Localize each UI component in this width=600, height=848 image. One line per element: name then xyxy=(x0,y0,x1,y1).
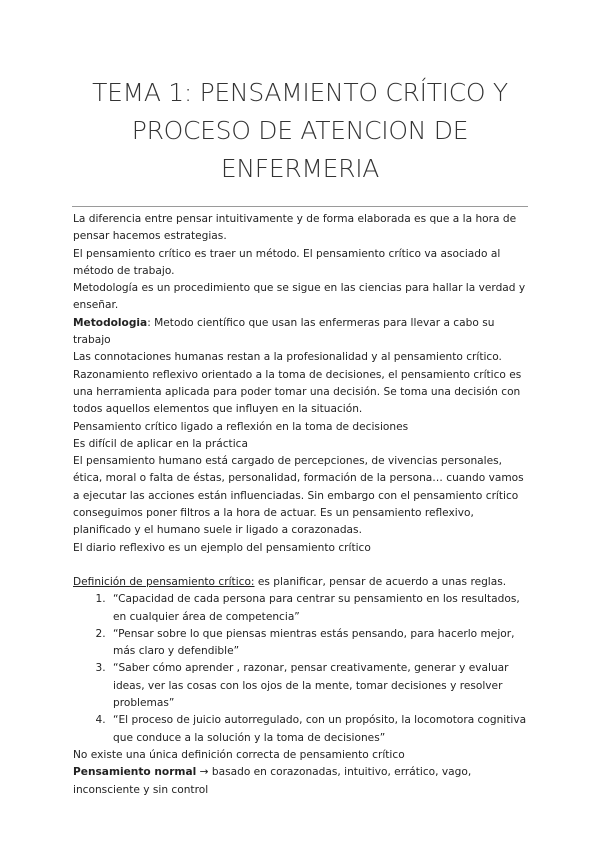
normal-text: → basado en corazonadas, intuitivo, errático, vago, inconsciente y sin control xyxy=(73,766,472,796)
list-item: 3. “Saber cómo aprender , razonar, pensar creativamente, generar y evaluar ideas, ver las cosas con los ojos de la mente, tomar decisiones y resolver problemas” xyxy=(109,660,529,712)
paragraph: La diferencia entre pensar intuitivamente y de forma elaborada es que a la hora de pensar hacemos estrategias. xyxy=(73,213,517,243)
list-item: 2. “Pensar sobre lo que piensas mientras estás pensando, para hacerlo mejor, más claro y defendible” xyxy=(109,626,529,661)
paragraph: Las connotaciones humanas restan a la profesionalidad y al pensamiento crítico. xyxy=(73,351,502,364)
document-body xyxy=(73,211,529,799)
paragraph: Pensamiento crítico ligado a reflexión en la toma de decisiones xyxy=(73,420,409,433)
paragraph: No existe una única definición correcta de pensamiento crítico xyxy=(73,748,405,761)
normal-paragraph xyxy=(73,764,529,799)
paragraph: Es difícil de aplicar en la práctica xyxy=(73,437,248,450)
list-item: 4. “El proceso de juicio autorregulado, con un propósito, la locomotora cognitiva que conduce a la solución y la toma de decisiones” xyxy=(109,712,529,747)
spacer xyxy=(73,557,529,574)
definitions-list xyxy=(73,591,529,747)
paragraph: Metodología es un procedimiento que se sigue en las ciencias para hallar la verdad y enseñar. xyxy=(73,282,526,312)
metodologia-text: : Metodo científico que usan las enfermeras para llevar a cabo su trabajo xyxy=(73,316,495,347)
metodologia-term: Metodologia xyxy=(73,316,148,329)
title-divider xyxy=(72,206,528,207)
list-item: 1. “Capacidad de cada persona para centrar su pensamiento en los resultados, en cualquier área de competencia” xyxy=(109,591,529,626)
page-title: TEMA 1: PENSAMIENTO CRÍTICO Y PROCESO DE ATENCION DE ENFERMERIA xyxy=(92,78,508,183)
paragraph: Razonamiento reflexivo orientado a la toma de decisiones, el pensamiento crítico es una herramienta aplicada para poder tomar una decisión. Se toma una decisión con todos aquellos elementos que influyen en la situación. xyxy=(73,368,522,416)
definicion-paragraph xyxy=(73,574,529,591)
paragraph: El pensamiento humano está cargado de percepciones, de vivencias personales, ética, moral o falta de éstas, personalidad, formación de la persona… cuando vamos a ejecutar las acciones están influenciadas. Sin embargo con el pensamiento crítico conseguimos poner filtros a la hora de actuar. Es un pensamiento reflexivo, planificado y el humano suele ir ligado a corazonadas. xyxy=(73,455,524,537)
metodologia-paragraph xyxy=(73,315,529,350)
definicion-text: es planificar, pensar de acuerdo a unas reglas. xyxy=(254,575,507,588)
paragraph: El pensamiento crítico es traer un método. El pensamiento crítico va asociado al método de trabajo. xyxy=(73,247,501,277)
normal-term: Pensamiento normal xyxy=(73,766,197,779)
paragraph: El diario reflexivo es un ejemplo del pensamiento crítico xyxy=(73,541,371,554)
definicion-label: Definición de pensamiento crítico: xyxy=(73,575,255,588)
